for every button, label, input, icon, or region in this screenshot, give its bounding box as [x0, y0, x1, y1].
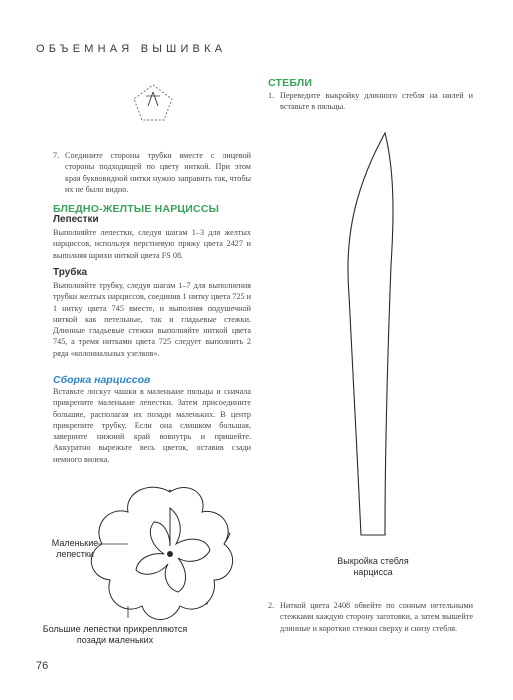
tube-text: Выполняйте трубку, следуя шагам 1–7 для выполнения трубки желтых нарциссов, соединив 1 нитку цвета 725 и 1 нитку цвета 745 вместе, и выполняя подушечной ниткой как петельные, так и гладьевые стежки. Длинные гладьевые стежки выполняйте ниткой цвета 745, а тремя нитками цвета 725 следует выполнить 2 ряда «колониальных узелков». [53, 281, 251, 358]
step-2-text: Ниткой цвета 2408 обвейте по сонным нетельными стежками каждую сторону заготовки, а затем вышейте длинные и короткие стежки сверху и снизу стебля. [280, 601, 473, 633]
step-2-number: 2. [268, 601, 275, 610]
step-7-number: 7. [53, 151, 60, 160]
tube-illustration [128, 82, 178, 124]
label-large-petals: Большие лепестки прикрепляются позади маленьких [42, 624, 188, 645]
stem-pattern-caption: Выкройка стебля нарцисса [337, 556, 409, 577]
step-7-text: Соедините стороны трубки вместе с лицевой стороны подходящей по цвету ниткой. При этом края буквовидной нитки нужно заправить так, чтобы их не было видно. [65, 151, 251, 194]
label-small-petals: Маленькие лепестки [51, 538, 99, 559]
running-head: ОБЪЕМНАЯ ВЫШИВКА [36, 43, 227, 55]
page-number: 76 [36, 660, 49, 672]
flower-center [167, 551, 173, 557]
section-title-pale-daffodils: БЛЕДНО-ЖЕЛТЫЕ НАРЦИССЫ [53, 203, 220, 215]
step-2 [268, 600, 473, 634]
petals-heading: Лепестки [53, 214, 99, 225]
step-1 [268, 90, 473, 113]
assembly-heading: Сборка нарциссов [53, 374, 151, 386]
section-title-stems: СТЕБЛИ [268, 77, 313, 89]
petals-text: Выполняйте лепестки, следуя шагам 1–3 для желтых нарциссов, используя перстневую пряжу цвета 2427 и выполняя шрихи ниткой цвета FS 08. [53, 228, 251, 260]
tube-heading: Трубка [53, 267, 88, 278]
assembly-text: Вставьте лоскут чашки в маленькие пяльцы и сначала прикрепите маленькие лепестки. Затем присоедините большие, располагая их позади маленьких. В центр прикрепите трубку. Если она слишком большая, заверните нижний край вовнутрь и пришейте. Аккуратно вырежьте весь цветок, оставив сзади немного вилека. [53, 387, 251, 464]
step-1-text: Переведите выкройку длинного стебля на нилей и вставьте в пяльцы. [280, 91, 473, 112]
step-7 [53, 150, 251, 195]
step-1-number: 1. [268, 91, 275, 100]
stem-pattern [335, 125, 405, 555]
